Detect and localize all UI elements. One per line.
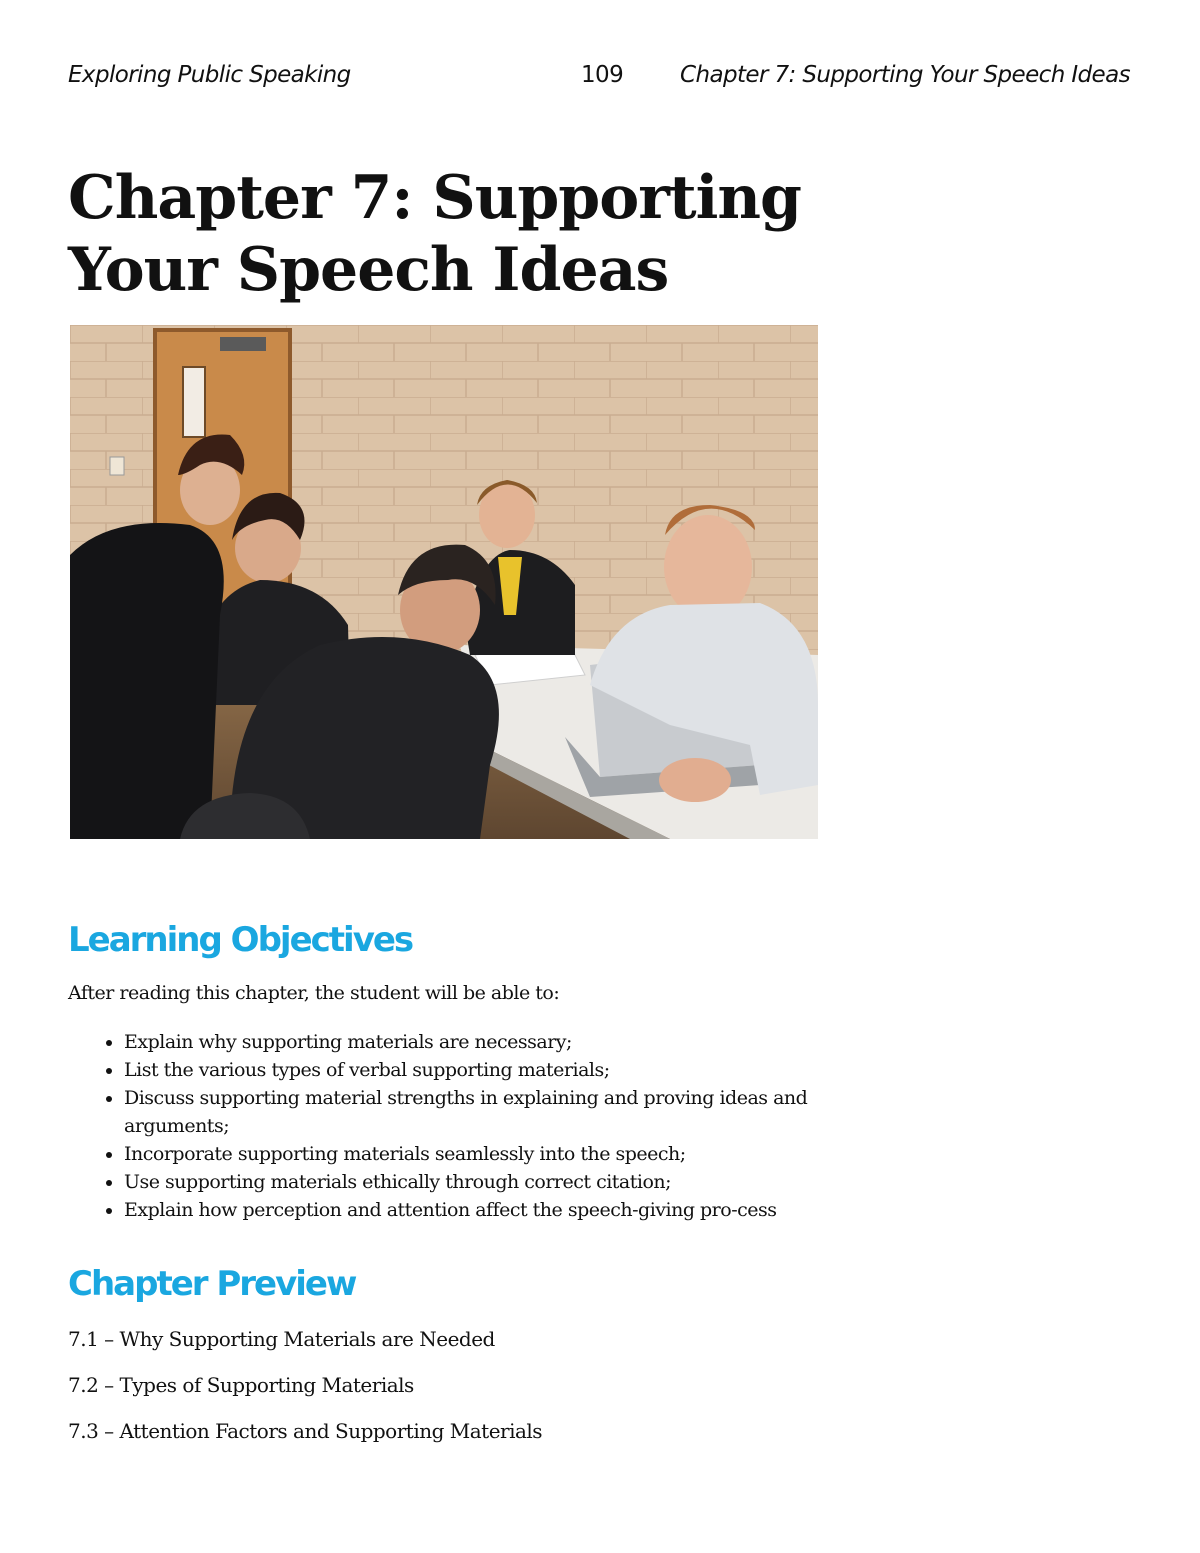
header-book-title: Exploring Public Speaking [68, 62, 351, 88]
page-number: 109 [581, 62, 624, 88]
list-item: • List the various types of verbal supporting materials; [124, 1056, 844, 1084]
list-item: • Discuss supporting material strengths in explaining and proving ideas and arguments; [124, 1084, 844, 1140]
header-chapter-title: Chapter 7: Supporting Your Speech Ideas [680, 62, 1130, 88]
running-header [68, 62, 1130, 102]
learning-objectives-intro: After reading this chapter, the student will be able to: [68, 982, 560, 1004]
chapter-title-line-2: Your Speech Ideas [68, 235, 669, 305]
chapter-title-line-1: Chapter 7: Supporting [68, 163, 801, 233]
chapter-photo [70, 325, 818, 839]
learning-objectives-list [100, 1028, 844, 1224]
preview-item-7-3: 7.3 – Attention Factors and Supporting Materials [68, 1419, 543, 1443]
list-item: • Incorporate supporting materials seamlessly into the speech; [124, 1140, 844, 1168]
chapter-title [68, 162, 968, 306]
learning-objectives-heading: Learning Objectives [68, 920, 413, 960]
chapter-preview-heading: Chapter Preview [68, 1264, 356, 1304]
list-item: • Explain why supporting materials are necessary; [124, 1028, 844, 1056]
list-item: • Explain how perception and attention affect the speech-giving pro-cess [124, 1196, 844, 1224]
preview-item-7-1: 7.1 – Why Supporting Materials are Needed [68, 1327, 495, 1351]
preview-item-7-2: 7.2 – Types of Supporting Materials [68, 1373, 414, 1397]
list-item: • Use supporting materials ethically through correct citation; [124, 1168, 844, 1196]
